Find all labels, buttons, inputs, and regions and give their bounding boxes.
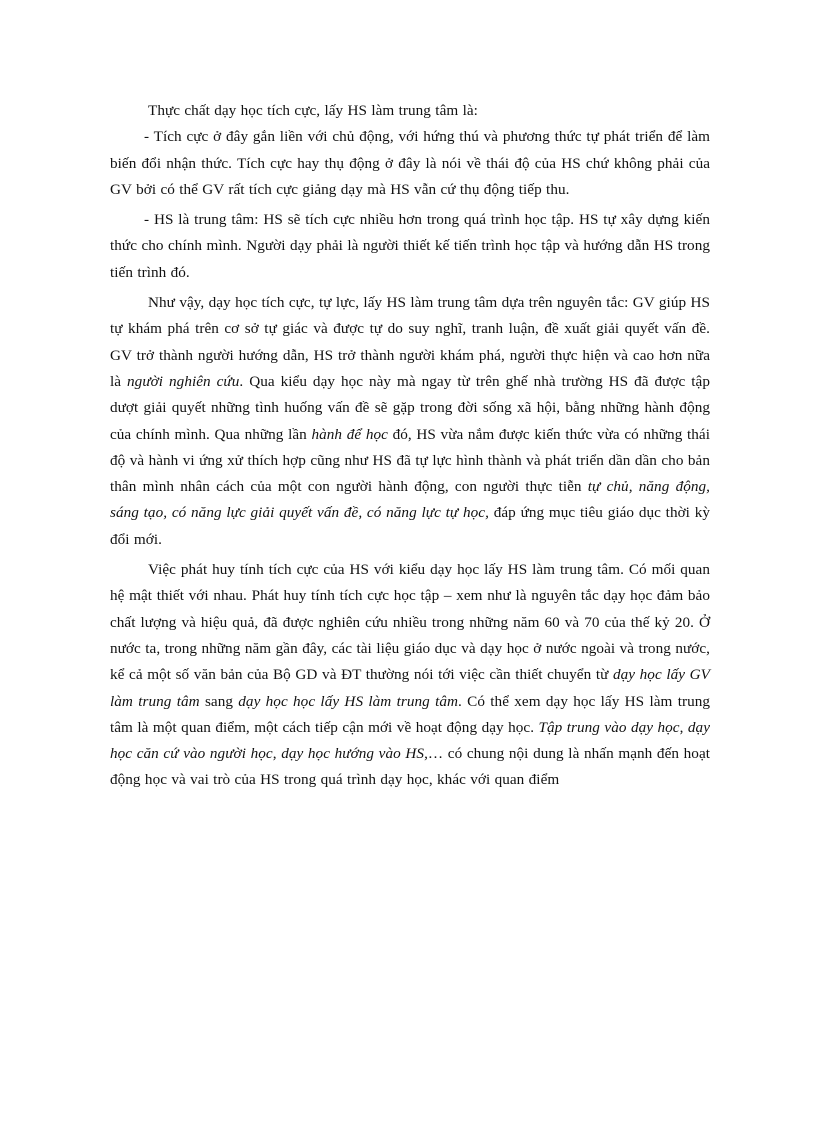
text-run: sang	[199, 692, 239, 710]
italic-run: người nghiên cứu	[127, 372, 240, 390]
text-run: Việc phát huy tính tích cực của HS với kiểu dạy học lấy HS làm trung tâm. Có mối quan hệ mật thiết với nhau. Phát huy tính tích cực học tập – xem như là nguyên tắc dạy học đảm bảo chất lượng và hiệu quả, đã được nghiên cứu nhiều trong những năm 60 và 70 của thế kỷ 20. Ở nước ta, trong những năm gần đây, các tài liệu giáo dục và dạy học ở nước ngoài và trong nước, kể cả một số văn bản của Bộ GD và ĐT thường nói tới việc cần thiết chuyển từ	[110, 561, 710, 684]
text-run: ,… có chung nội dung là nhấn mạnh đến hoạt động học và vai trò của HS trong quá trình dạy học, khác với quan điểm	[110, 745, 711, 789]
text-run: . Có thể xem dạy học lấy HS làm trung tâm là một quan điểm, một cách tiếp cận mới về hoạt động dạy học.	[110, 692, 711, 736]
italic-run: dạy học lấy GV làm trung tâm	[110, 666, 710, 710]
paragraph-relationship	[110, 557, 710, 794]
paragraph-intro: Thực chất dạy học tích cực, lấy HS làm trung tâm là:	[148, 102, 478, 119]
italic-run: dạy học căn cứ vào người học	[110, 718, 710, 763]
paragraph-principle	[110, 290, 710, 553]
text-run: ,	[679, 718, 688, 736]
italic-run: Tập trung vào dạy học	[538, 718, 680, 736]
paragraph-center: - HS là trung tâm: HS sẽ tích cực nhiều hơn trong quá trình học tập. HS tự xây dựng kiến thức cho chính mình. Người dạy phải là người thiết kế tiến trình học tập và hướng dẫn HS trong tiến trình đó.	[110, 211, 710, 281]
italic-run: dạy học học lấy HS làm trung tâm	[238, 692, 459, 710]
italic-run: tự chủ, năng động, sáng tạo, có năng lực giải quyết vấn đề, có năng lực tự học,	[110, 478, 710, 522]
paragraph-active: - Tích cực ở đây gắn liền với chủ động, với hứng thú và phương thức tự phát triển để làm biến đổi nhận thức. Tích cực hay thụ động ở đây là nói về thái độ của HS chứ không phải của GV bởi có thể GV rất tích cực giảng dạy mà HS vẫn cứ thụ động tiếp thu.	[110, 128, 710, 198]
text-run: Như vậy, dạy học tích cực, tự lực, lấy HS làm trung tâm dựa trên nguyên tắc: GV giúp HS tự khám phá trên cơ sở tự giác và được tự do suy nghĩ, tranh luận, đề xuất giải quyết vấn đề. GV trở thành người hướng dẫn, HS trở thành người khám phá, người thực hiện và cao hơn nữa là	[110, 294, 710, 390]
italic-run: dạy học hướng vào HS	[281, 745, 425, 763]
text-run: ,	[272, 745, 282, 763]
text-run: đáp ứng mục tiêu giáo dục thời kỳ đổi mới.	[110, 504, 710, 548]
italic-run: hành để học	[311, 425, 388, 443]
text-run: đó, HS vừa nắm được kiến thức vừa có những thái độ và hành vi ứng xử thích hợp cũng như HS đã tự lực hình thành và phát triển dần dần cho bản thân mình nhân cách của một con người hành động, con người thực tiễn	[110, 425, 710, 496]
text-run: . Qua kiểu dạy học này mà ngay từ trên ghế nhà trường HS đã được tập dượt giải quyết những tình huống vấn đề sẽ gặp trong đời sống xã hội, bằng những hành động của chính mình. Qua những lần	[110, 372, 710, 443]
